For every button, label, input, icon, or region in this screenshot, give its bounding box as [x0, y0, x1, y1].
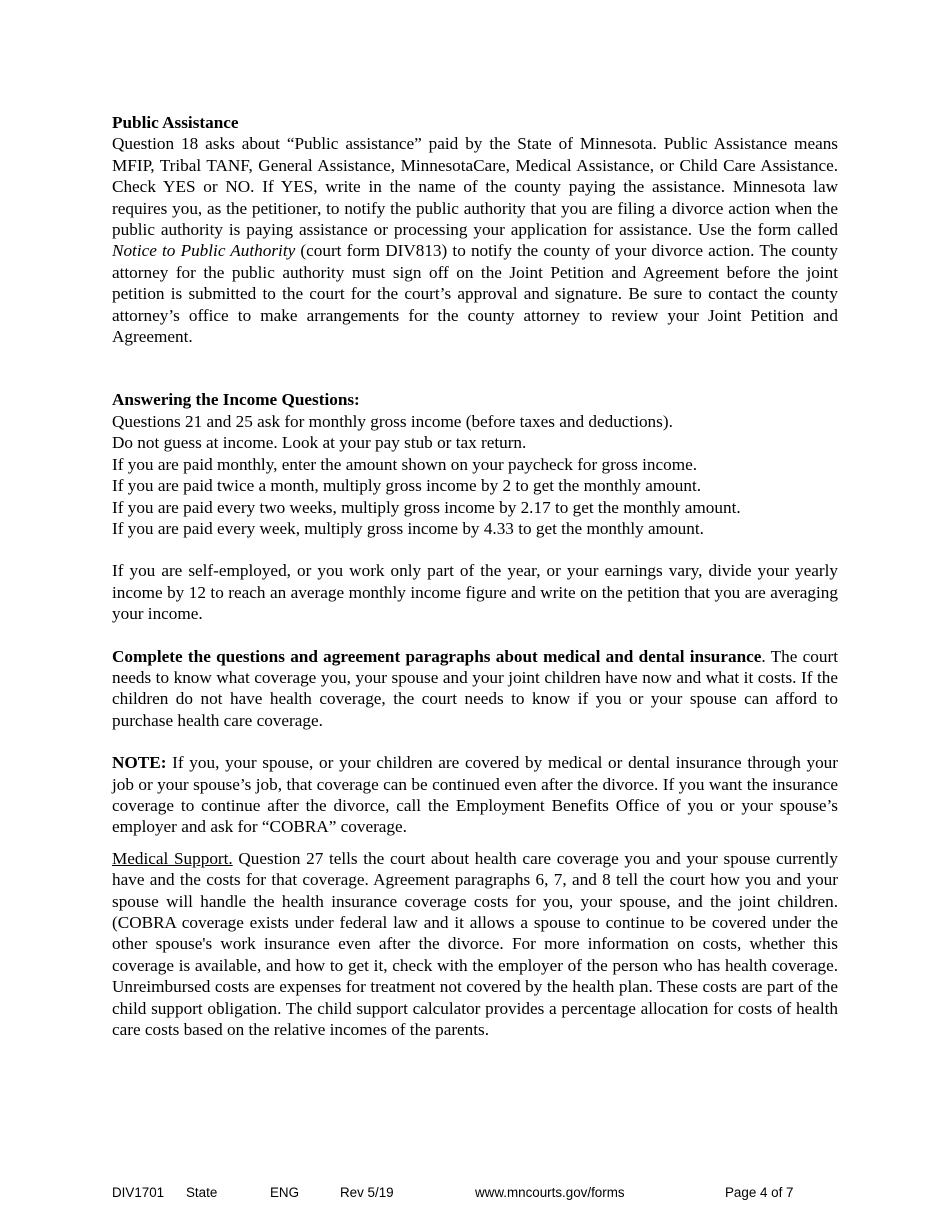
public-assistance-text-1: Question 18 asks about “Public assistance” paid by the State of Minnesota. Public Assistance means MFIP, Tribal TANF, General Assistance, MinnesotaCare, Medical Assistance, or Child Care Assistance. Check YES or NO. If YES, write in the name of the county paying the assistance. Minnesota law requires you, as the petitioner, to notify the public authority that you are filing a divorce action when the public authority is paying assistance or processing your application for assistance. Use the form called — [112, 134, 838, 240]
public-assistance-paragraph — [112, 133, 838, 347]
medical-support-text: Question 27 tells the court about health care coverage you and your spouse currently have and the costs for that coverage. Agreement paragraphs 6, 7, and 8 tell the court how you and your spouse will handle the health insurance coverage costs for you, your spouse, and the joint children. (COBRA coverage exists under federal law and it allows a spouse to continue to be covered under the other spouse's work insurance even after the divorce. For more information on costs, whether this coverage is available, and how to get it, check with the employer of the person who has health coverage. Unreimbursed costs are expenses for treatment not covered by the health plan. These costs are part of the child support obligation. The child support calculator provides a percentage allocation for costs of health care costs based on the relative incomes of the parents. — [112, 848, 838, 1040]
income-heading: Answering the Income Questions: — [112, 390, 360, 410]
document-page — [112, 112, 838, 1040]
insurance-text: The court needs to know what coverage you, your spouse and your joint children have now and what it costs. If the children do not have health coverage, the court needs to know if you or your spouse can afford to purchase health care coverage. — [112, 646, 838, 730]
footer-revision: Rev 5/19 — [340, 1185, 394, 1200]
note-label: NOTE: — [112, 753, 167, 773]
footer-jurisdiction: State — [186, 1185, 218, 1200]
note-text: If you, your spouse, or your children are covered by medical or dental insurance through your job or your spouse’s job, that coverage can be continued even after the divorce. If you want the insurance coverage to continue after the divorce, call the Employment Benefits Office of you or your spouse’s employer and ask for “COBRA” coverage. — [112, 753, 838, 837]
public-assistance-text-2: (court form DIV813) to notify the county of your divorce action. The county attorney for the public authority must sign off on the Joint Petition and Agreement before the joint petition is submitted to the court for the court’s approval and signature. Be sure to contact the county attorney’s office to make arrangements for the county attorney to review your Joint Petition and Agreement. — [112, 241, 838, 347]
income-line: If you are paid every week, multiply gross income by 4.33 to get the monthly amount. — [112, 518, 704, 538]
medical-support-paragraph — [112, 848, 838, 1041]
notice-form-title: Notice to Public Authority — [112, 241, 296, 261]
income-line: If you are paid every two weeks, multiply gross income by 2.17 to get the monthly amount. — [112, 497, 741, 517]
income-line: Questions 21 and 25 ask for monthly gross income (before taxes and deductions). — [112, 411, 673, 431]
income-line: If you are paid monthly, enter the amount shown on your paycheck for gross income. — [112, 454, 698, 474]
footer-page-number: Page 4 of 7 — [725, 1185, 794, 1200]
insurance-heading-period: . — [761, 646, 766, 666]
footer-form-id: DIV1701 — [112, 1185, 165, 1200]
page-footer — [112, 1185, 838, 1203]
public-assistance-heading: Public Assistance — [112, 113, 239, 132]
medical-support-label: Medical Support. — [112, 848, 233, 868]
insurance-heading: Complete the questions and agreement paragraphs about medical and dental insurance — [112, 646, 762, 666]
footer-language: ENG — [270, 1185, 300, 1200]
income-instructions — [112, 411, 838, 539]
note-paragraph — [112, 752, 838, 838]
self-employed-paragraph: If you are self-employed, or you work only part of the year, or your earnings vary, divide your yearly income by 12 to reach an average monthly income figure and write on the petition that you are averaging your income. — [112, 561, 838, 624]
insurance-paragraph — [112, 646, 838, 732]
footer-url: www.mncourts.gov/forms — [475, 1185, 625, 1200]
income-line: Do not guess at income. Look at your pay stub or tax return. — [112, 433, 527, 453]
income-line: If you are paid twice a month, multiply gross income by 2 to get the monthly amount. — [112, 476, 702, 496]
